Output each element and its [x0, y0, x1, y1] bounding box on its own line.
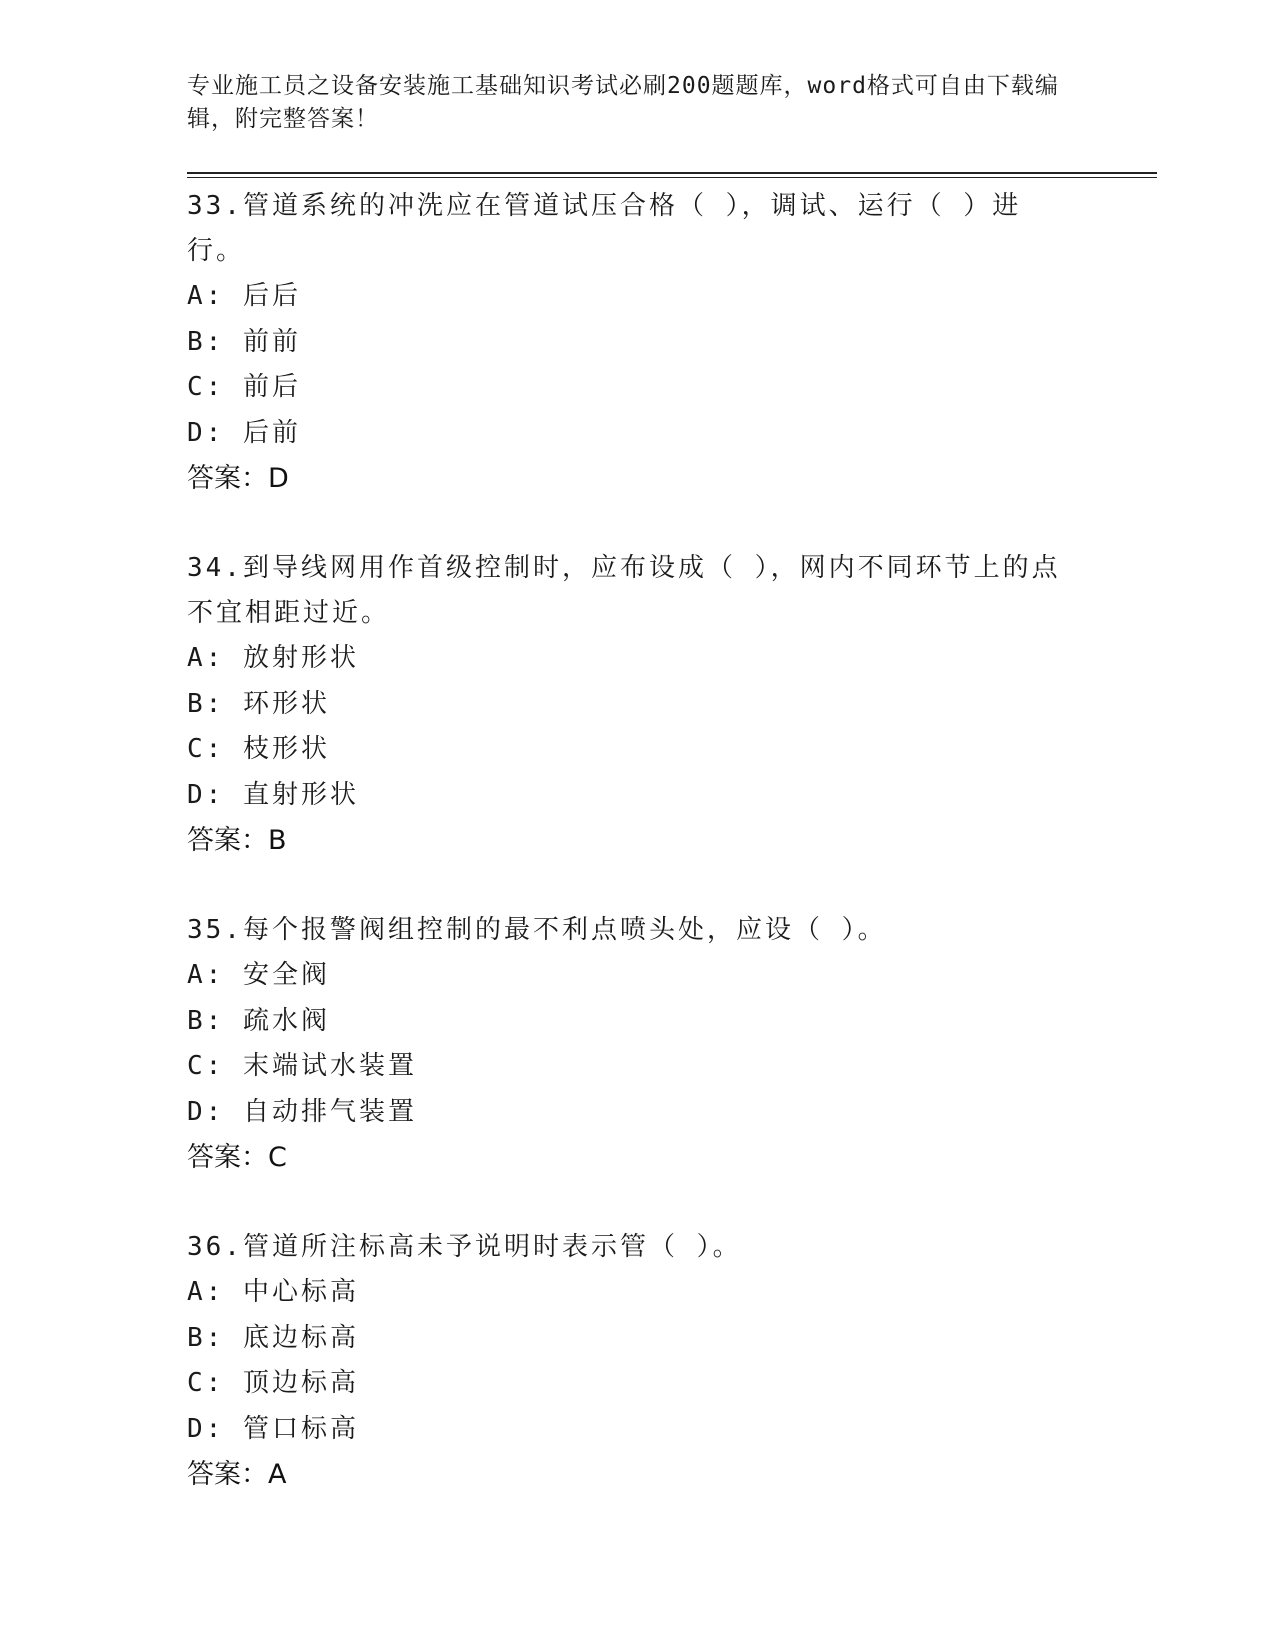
- option-d: D: 管口标高: [187, 1413, 359, 1444]
- question-stem: 33.管道系统的冲洗应在管道试压合格（ ），调试、运行（ ）进行。: [187, 191, 1022, 266]
- option-a: A: 后后: [187, 281, 301, 311]
- answer-line: 答案：C: [187, 1142, 287, 1173]
- option-c: C: 前后: [187, 372, 301, 402]
- question-stem: 34.到导线网用作首级控制时，应布设成（ ），网内不同环节上的点不宜相距过近。: [187, 553, 1061, 628]
- option-a: A: 放射形状: [187, 643, 359, 673]
- question-stem: 36.管道所注标高未予说明时表示管（ ）。: [187, 1232, 742, 1262]
- option-b: B: 底边标高: [187, 1322, 359, 1353]
- option-d: D: 直射形状: [187, 779, 359, 810]
- question-35: [187, 908, 1157, 1181]
- option-b: B: 疏水阀: [187, 1005, 330, 1036]
- option-c: C: 顶边标高: [187, 1368, 359, 1398]
- option-a: A: 安全阀: [187, 960, 330, 990]
- document-title: 专业施工员之设备安装施工基础知识考试必刷200题题库，word格式可自由下载编辑，附完整答案！: [187, 73, 1059, 132]
- question-33: [187, 184, 1157, 502]
- answer-line: 答案：A: [187, 1459, 287, 1490]
- option-d: D: 自动排气装置: [187, 1096, 417, 1127]
- answer-line: 答案：D: [187, 463, 289, 494]
- option-c: C: 枝形状: [187, 734, 330, 764]
- header-divider: [187, 172, 1157, 178]
- option-a: A: 中心标高: [187, 1277, 359, 1307]
- question-list: [187, 184, 1157, 1498]
- document-page: [187, 70, 1157, 1542]
- option-d: D: 后前: [187, 417, 301, 448]
- option-b: B: 环形状: [187, 688, 330, 719]
- answer-line: 答案：B: [187, 825, 287, 856]
- question-stem: 35.每个报警阀组控制的最不利点喷头处，应设（ ）。: [187, 915, 887, 945]
- question-36: [187, 1225, 1157, 1498]
- option-c: C: 末端试水装置: [187, 1051, 417, 1081]
- option-b: B: 前前: [187, 326, 301, 357]
- question-34: [187, 546, 1157, 864]
